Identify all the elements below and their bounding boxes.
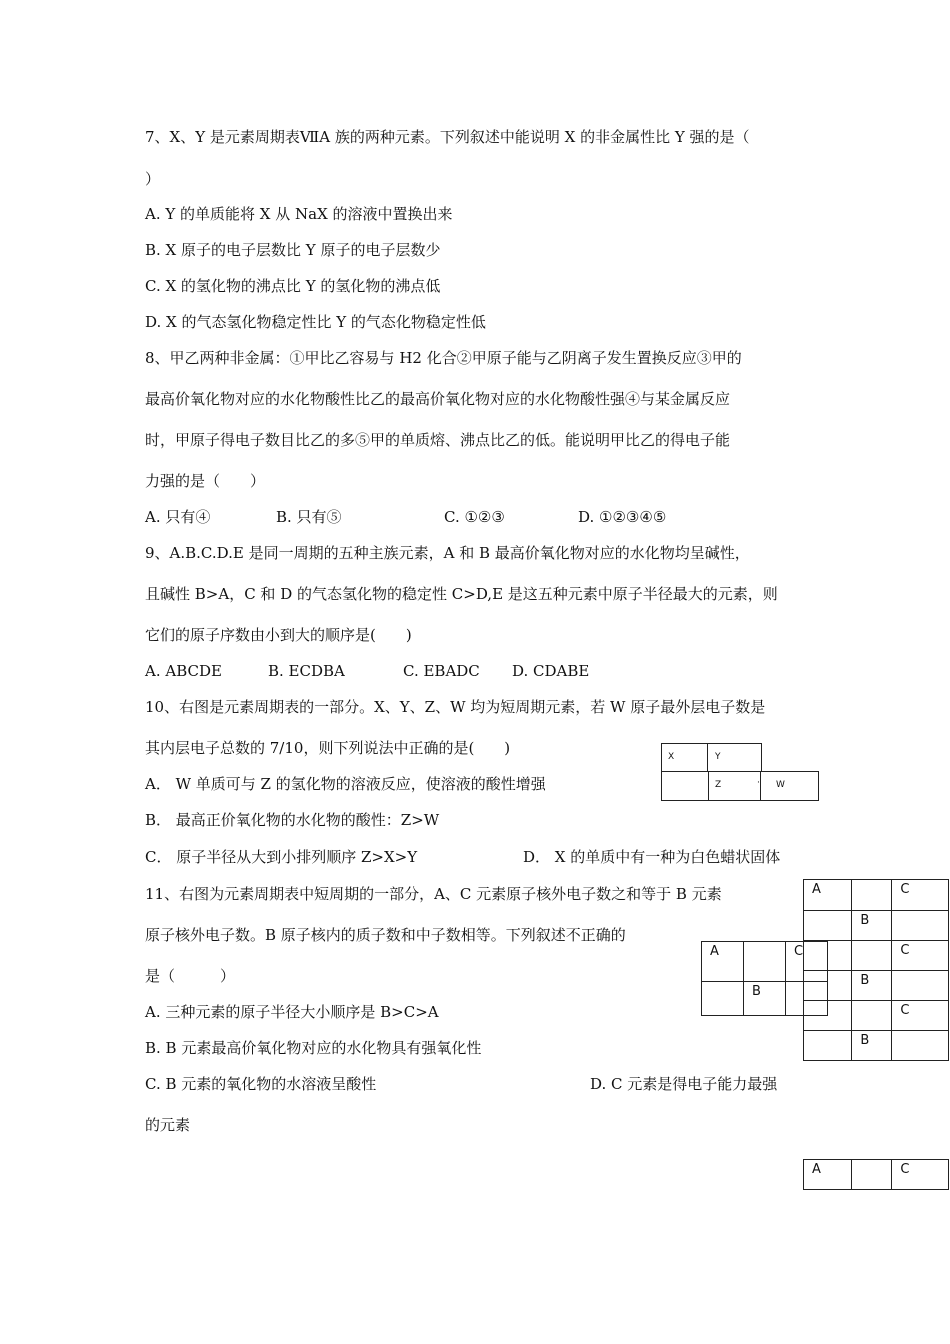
q8-stem-line4: 力强的是（ ）: [145, 472, 266, 490]
q10-option-d: D． X 的单质中有一种为白色蜡状固体: [523, 848, 781, 866]
q9-option-c: C. EBADC: [403, 662, 480, 680]
q11-stem-line3: 是（ ）: [145, 967, 236, 985]
q9-option-a: A. ABCDE: [145, 662, 222, 680]
q8-stem-line2: 最高价氧化物对应的水化物酸性比乙的最高价氧化物对应的水化物酸性强④与某金属反应: [145, 390, 731, 408]
q11-v1-cell-empty: [804, 1031, 852, 1061]
q8-option-a: A. 只有④: [145, 508, 211, 526]
q7-option-d: D. X 的气态氢化物稳定性比 Y 的气态化物稳定性低: [145, 313, 486, 331]
q8-option-b: B. 只有⑤: [276, 508, 342, 526]
q11-table-variant-4: [803, 1159, 949, 1190]
q11-v1-cell-b: B: [852, 911, 892, 941]
q11-v3-cell-b: B: [852, 1031, 892, 1061]
q11-cell-c: C: [786, 942, 828, 982]
q10-cell-y: Y: [715, 752, 721, 762]
q10-option-b: B． 最高正价氧化物的水化物的酸性：Z>W: [145, 811, 440, 829]
q11-v1-cell-empty: [892, 1031, 949, 1061]
q10-option-c: C． 原子半径从大到小排列顺序 Z>X>Y: [145, 848, 418, 866]
q8-stem-line1: 8、甲乙两种非金属：①甲比乙容易与 H2 化合②甲原子能与乙阴离子发生置换反应③甲的: [145, 349, 742, 367]
q11-table-variant-1: [803, 879, 949, 1061]
q9-stem-line2: 且碱性 B>A，C 和 D 的气态氢化物的稳定性 C>D,E 是这五种元素中原子半径最大的元素，则: [145, 585, 778, 603]
q10-cell-w: W: [776, 780, 785, 790]
q11-v1-cell-c: C: [892, 880, 949, 911]
q9-option-d: D. CDABE: [512, 662, 590, 680]
q11-option-a: A. 三种元素的原子半径大小顺序是 B>C>A: [145, 1003, 439, 1021]
q11-v1-cell-empty: [804, 911, 852, 941]
q11-v1-cell-empty: [852, 941, 892, 971]
q11-v2-cell-b: B: [852, 971, 892, 1001]
q11-v1-cell-a: A: [804, 880, 852, 911]
q8-option-c: C. ①②③: [444, 508, 505, 526]
q11-v1-cell-empty: [804, 1001, 852, 1031]
q10-periodic-table: [661, 743, 821, 801]
q11-v2-cell-c: C: [892, 941, 949, 971]
q10-cell-x: X: [668, 752, 675, 762]
q11-stem-line1: 11、右图为元素周期表中短周期的一部分，A、C 元素原子核外电子数之和等于 B 元素: [145, 885, 722, 903]
q7-option-b: B. X 原子的电子层数比 Y 原子的电子层数少: [145, 241, 441, 259]
q9-stem-line3: 它们的原子序数由小到大的顺序是( ): [145, 626, 412, 644]
q9-option-b: B. ECDBA: [268, 662, 345, 680]
q11-cell-empty: [702, 982, 744, 1016]
q10-option-a: A． W 单质可与 Z 的氢化物的溶液反应，使溶液的酸性增强: [145, 775, 546, 793]
q7-stem-line1: 7、X、Y 是元素周期表ⅦA 族的两种元素。下列叙述中能说明 X 的非金属性比 Y 强的是（: [145, 128, 750, 146]
q7-stem-line2: ）: [145, 170, 161, 188]
q11-option-c: C. B 元素的氧化物的水溶液呈酸性: [145, 1075, 377, 1093]
q10-cell-dot: ·: [757, 778, 760, 788]
q11-cell-b: B: [744, 982, 786, 1016]
q11-v3-cell-c: C: [892, 1001, 949, 1031]
q11-cell-a: A: [702, 942, 744, 982]
q11-option-d: D. C 元素是得电子能力最强: [590, 1075, 778, 1093]
q8-stem-line3: 时，甲原子得电子数目比乙的多⑤甲的单质熔、沸点比乙的低。能说明甲比乙的得电子能: [145, 431, 731, 449]
q7-option-a: A. Y 的单质能将 X 从 NaX 的溶液中置换出来: [145, 205, 453, 223]
q11-v1-cell-empty: [852, 880, 892, 911]
q11-v1-cell-empty: [892, 911, 949, 941]
q11-v1-cell-empty: [804, 971, 852, 1001]
q8-option-d: D. ①②③④⑤: [578, 508, 667, 526]
q10-stem-line2: 其内层电子总数的 7/10，则下列说法中正确的是( ): [145, 739, 511, 757]
q11-v4-cell-c: C: [892, 1160, 949, 1190]
q11-option-b: B. B 元素最高价氧化物对应的水化物具有强氧化性: [145, 1039, 482, 1057]
q7-option-c: C. X 的氢化物的沸点比 Y 的氢化物的沸点低: [145, 277, 441, 295]
q10-stem-line1: 10、右图是元素周期表的一部分。X、Y、Z、W 均为短周期元素，若 W 原子最外层电子数是: [145, 698, 766, 716]
q10-cell-z: Z: [715, 780, 722, 790]
q11-v1-cell-empty: [852, 1001, 892, 1031]
q11-v4-cell-a: A: [804, 1160, 852, 1190]
q9-stem-line1: 9、A.B.C.D.E 是同一周期的五种主族元素，A 和 B 最高价氧化物对应的水化物均呈碱性，: [145, 544, 750, 562]
q11-v1-cell-empty: [892, 971, 949, 1001]
q11-cell-empty: [744, 942, 786, 982]
q11-v4-cell-empty: [852, 1160, 892, 1190]
q11-stem-line2: 原子核外电子数。B 原子核内的质子数和中子数相等。下列叙述不正确的: [145, 926, 626, 944]
q11-option-d-cont: 的元素: [145, 1116, 191, 1134]
q11-v1-cell-empty: [804, 941, 852, 971]
